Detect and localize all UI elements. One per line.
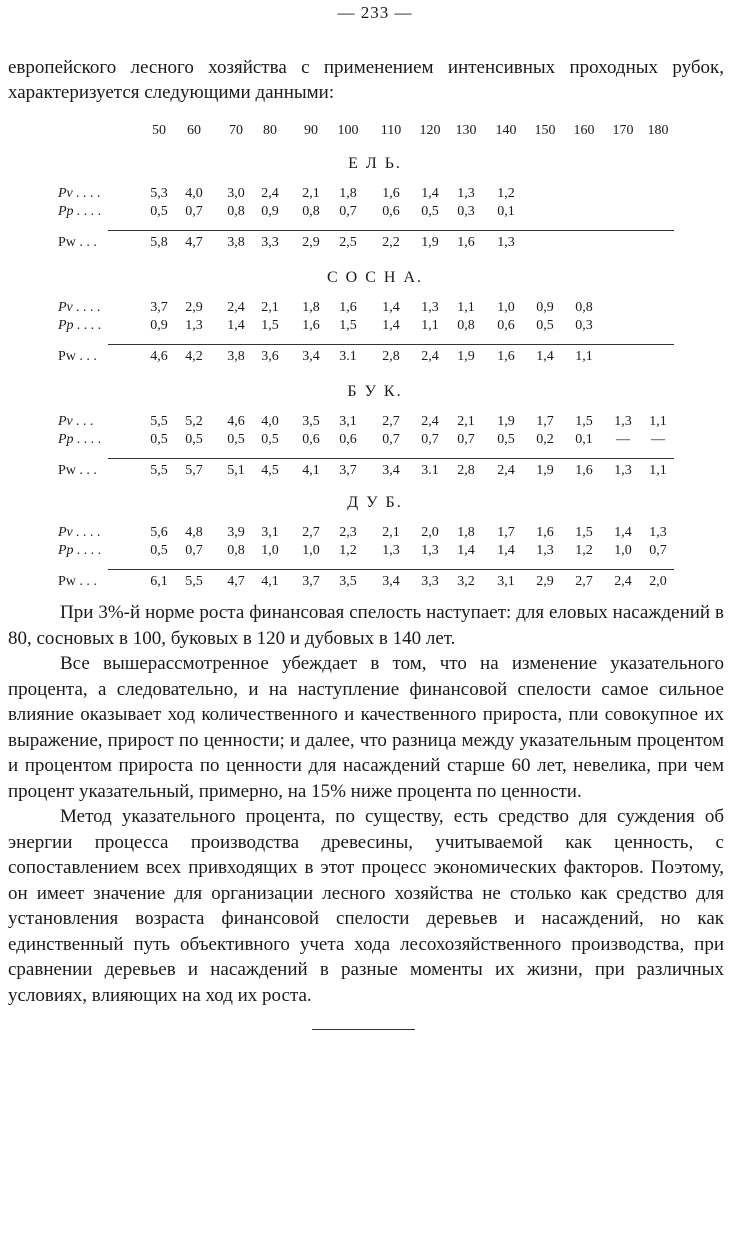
total-cell: 3.1	[421, 463, 439, 478]
table-cell: 1,6	[339, 300, 357, 315]
table-cell: 0,7	[457, 432, 475, 447]
table-cell: 0,7	[339, 204, 357, 219]
table-cell: 1,3	[536, 543, 554, 558]
species-title-text: Б У К.	[347, 383, 403, 400]
total-cell: 6,1	[150, 574, 168, 589]
table-row	[0, 299, 750, 317]
table-cell: 0,5	[150, 432, 168, 447]
total-cell: 4,5	[261, 463, 279, 478]
table-cell: 0,9	[261, 204, 279, 219]
table-cell: 1,8	[302, 300, 320, 315]
sum-rule	[108, 344, 674, 345]
table-cell: 2,7	[382, 414, 400, 429]
table-cell: 1,3	[185, 318, 203, 333]
table-cell: 0,7	[382, 432, 400, 447]
row-label: Pv . . . .	[58, 300, 101, 315]
age-header-cell: 160	[573, 123, 595, 138]
age-header-cell: 140	[495, 123, 517, 138]
total-cell: 5,5	[150, 463, 168, 478]
table-cell: 3,1	[339, 414, 357, 429]
total-row	[0, 348, 750, 366]
total-cell: 2,2	[382, 235, 400, 250]
table-cell: 2,4	[227, 300, 245, 315]
table-cell: 4,8	[185, 525, 203, 540]
total-cell: 1,9	[421, 235, 439, 250]
table-cell: 1,6	[382, 186, 400, 201]
table-cell: 1,1	[457, 300, 475, 315]
table-cell: 2,4	[261, 186, 279, 201]
table-cell: 4,6	[227, 414, 245, 429]
table-cell: 3,0	[227, 186, 245, 201]
table-row	[0, 413, 750, 431]
species-title-text: С О С Н А.	[326, 269, 423, 286]
age-header-cell: 170	[612, 123, 634, 138]
table-cell: 1,4	[497, 543, 515, 558]
table-cell: 1,9	[497, 414, 515, 429]
table-cell: 1,4	[382, 300, 400, 315]
table-cell: 0,9	[536, 300, 554, 315]
total-cell: 2,4	[497, 463, 515, 478]
table-cell: 0,5	[497, 432, 515, 447]
age-header-cell: 180	[647, 123, 669, 138]
table-cell: 1,2	[339, 543, 357, 558]
total-cell: 1,6	[457, 235, 475, 250]
table-cell: 1,0	[261, 543, 279, 558]
total-cell: 2,9	[536, 574, 554, 589]
total-cell: 2,7	[575, 574, 593, 589]
table-cell: 1,3	[421, 543, 439, 558]
age-header-row	[0, 122, 750, 140]
table-cell: 0,3	[457, 204, 475, 219]
table-cell: 2,1	[302, 186, 320, 201]
table-cell: 0,8	[227, 543, 245, 558]
table-cell: 1,6	[536, 525, 554, 540]
table-row	[0, 203, 750, 221]
table-cell: 1,0	[614, 543, 632, 558]
total-cell: 4,7	[227, 574, 245, 589]
table-cell: 1,7	[497, 525, 515, 540]
table-cell: 5,3	[150, 186, 168, 201]
table-cell: 1,5	[261, 318, 279, 333]
total-cell: 3,4	[382, 574, 400, 589]
total-cell: 3,6	[261, 349, 279, 364]
table-cell: 1,3	[382, 543, 400, 558]
table-cell: 1,4	[421, 186, 439, 201]
table-cell: 2,1	[382, 525, 400, 540]
age-header-cell: 50	[152, 123, 166, 138]
total-cell: 2,0	[649, 574, 667, 589]
total-cell: 3,8	[227, 235, 245, 250]
age-header-cell: 80	[263, 123, 277, 138]
table-cell: 0,1	[497, 204, 515, 219]
table-cell: 2,0	[421, 525, 439, 540]
table-row	[0, 542, 750, 560]
table-cell: 0,7	[185, 543, 203, 558]
species-title-text: Е Л Ь.	[348, 155, 402, 172]
species-title-text: Д У Б.	[347, 494, 403, 511]
table-cell: 1,4	[614, 525, 632, 540]
table-cell: 1,0	[497, 300, 515, 315]
sum-rule	[108, 569, 674, 570]
paragraph-financial-maturity: При 3%-й норме роста финансовая спелость наступает: для еловых насаждений в 80, сосновых в 100, буковых в 120 и дубовых в 140 лет.	[8, 602, 724, 649]
total-cell: 3,7	[302, 574, 320, 589]
table-cell: 1,3	[614, 414, 632, 429]
total-cell: 4,6	[150, 349, 168, 364]
table-cell: 0,5	[261, 432, 279, 447]
table-cell: 0,8	[457, 318, 475, 333]
table-cell: 5,2	[185, 414, 203, 429]
total-cell: 1,9	[536, 463, 554, 478]
paragraph-method: Метод указательного процента, по существу, есть средство для суждения об энергии процесса производства древесины, учитываемой как ценность, с сопоставлением всех привходящих в этот процесс экономических факторов. Поэтому, он имеет значение для организации лесного хозяйства не столько как средство для установления возраста финансовой спелости деревьев и насаждений, но как единственный путь объективного учета хода лесохозяйственного производства, при сравнении деревьев и насаждений в разные моменты их жизни, при различных условиях, влияющих на ход их роста.	[8, 806, 724, 1006]
table-cell: 1,1	[421, 318, 439, 333]
total-cell: 3,4	[382, 463, 400, 478]
row-label: Pw . . .	[58, 463, 97, 478]
total-cell: 5,1	[227, 463, 245, 478]
table-row	[0, 317, 750, 335]
total-cell: 1,3	[497, 235, 515, 250]
page-number: — 233 —	[337, 3, 413, 22]
table-cell: 2,4	[421, 414, 439, 429]
total-cell: 2,5	[339, 235, 357, 250]
age-header-cell: 90	[304, 123, 318, 138]
table-cell: 0,5	[536, 318, 554, 333]
paragraph-conclusion: Все вышерассмотренное убеждает в том, что на изменение указательного процента, а следовательно, и на наступление финансовой спелости самое сильное влияние оказывает ход количественного и качественного прироста, пли совокупное их выражение, прирост по ценности; и далее, что разница между указательным процентом и процентом прироста по ценности для насаждений старше 60 лет, невелика, при чем процент указательный, примерно, на 15% ниже процента по ценности.	[8, 653, 724, 802]
table-cell: 5,6	[150, 525, 168, 540]
total-cell: 2,8	[457, 463, 475, 478]
table-cell: 0,6	[339, 432, 357, 447]
table-cell: 0,6	[302, 432, 320, 447]
total-cell: 5,7	[185, 463, 203, 478]
table-cell: 0,5	[150, 543, 168, 558]
age-header-cell: 110	[380, 123, 402, 138]
table-cell: 1,2	[497, 186, 515, 201]
row-label: Pp . . . .	[58, 543, 102, 558]
body-text	[8, 600, 724, 1008]
table-cell: 1,7	[536, 414, 554, 429]
total-cell: 1,6	[497, 349, 515, 364]
table-cell: 1,2	[575, 543, 593, 558]
total-cell: 3,7	[339, 463, 357, 478]
row-label: Pw . . .	[58, 349, 97, 364]
table-row	[0, 431, 750, 449]
table-cell: 1,4	[227, 318, 245, 333]
table-cell: —	[616, 432, 630, 447]
total-cell: 3,1	[497, 574, 515, 589]
table-cell: 0,7	[649, 543, 667, 558]
table-cell: 0,5	[421, 204, 439, 219]
table-cell: 1,4	[457, 543, 475, 558]
row-label: Pw . . .	[58, 235, 97, 250]
row-label: Pp . . . .	[58, 204, 102, 219]
total-cell: 3,5	[339, 574, 357, 589]
intro-paragraph	[8, 55, 724, 105]
age-header-cell: 150	[534, 123, 556, 138]
total-cell: 5,5	[185, 574, 203, 589]
sum-rule	[108, 230, 674, 231]
total-cell: 4,2	[185, 349, 203, 364]
total-cell: 2,4	[614, 574, 632, 589]
table-cell: 0,3	[575, 318, 593, 333]
total-cell: 4,7	[185, 235, 203, 250]
sum-rule	[108, 458, 674, 459]
table-cell: 1,6	[302, 318, 320, 333]
total-row	[0, 462, 750, 480]
table-cell: 2,1	[457, 414, 475, 429]
table-cell: 4,0	[185, 186, 203, 201]
table-row	[0, 185, 750, 203]
table-cell: 0,8	[227, 204, 245, 219]
row-label: Pp . . . .	[58, 318, 102, 333]
total-cell: 4,1	[261, 574, 279, 589]
table-cell: 1,1	[649, 414, 667, 429]
total-cell: 1,4	[536, 349, 554, 364]
total-cell: 1,1	[649, 463, 667, 478]
table-cell: 3,9	[227, 525, 245, 540]
total-cell: 4,1	[302, 463, 320, 478]
age-header-cell: 60	[187, 123, 201, 138]
total-cell: 2,8	[382, 349, 400, 364]
table-cell: 1,4	[382, 318, 400, 333]
table-cell: 1,8	[457, 525, 475, 540]
table-cell: 1,5	[575, 414, 593, 429]
total-row	[0, 234, 750, 252]
row-label: Pp . . . .	[58, 432, 102, 447]
total-cell: 3,4	[302, 349, 320, 364]
row-label: Pv . . .	[58, 414, 94, 429]
table-row	[0, 524, 750, 542]
age-header-cell: 70	[229, 123, 243, 138]
table-cell: 1,0	[302, 543, 320, 558]
age-header-cell: 130	[455, 123, 477, 138]
table-cell: 2,1	[261, 300, 279, 315]
table-cell: 0,1	[575, 432, 593, 447]
table-cell: 3,1	[261, 525, 279, 540]
table-cell: 0,6	[382, 204, 400, 219]
table-cell: 0,9	[150, 318, 168, 333]
age-header-cell: 100	[337, 123, 359, 138]
table-cell: 4,0	[261, 414, 279, 429]
table-cell: —	[651, 432, 665, 447]
total-cell: 2,9	[302, 235, 320, 250]
table-cell: 0,2	[536, 432, 554, 447]
table-cell: 1,3	[457, 186, 475, 201]
table-cell: 0,5	[227, 432, 245, 447]
table-cell: 1,5	[339, 318, 357, 333]
table-cell: 0,6	[497, 318, 515, 333]
total-cell: 2,4	[421, 349, 439, 364]
total-row	[0, 573, 750, 591]
table-cell: 3,5	[302, 414, 320, 429]
table-cell: 2,7	[302, 525, 320, 540]
table-cell: 0,5	[185, 432, 203, 447]
intro-text: европейского лесного хозяйства с применением интенсивных проходных рубок, характеризуется следующими данными:	[8, 57, 724, 103]
row-label: Pw . . .	[58, 574, 97, 589]
total-cell: 5,8	[150, 235, 168, 250]
total-cell: 3,8	[227, 349, 245, 364]
total-cell: 1,6	[575, 463, 593, 478]
row-label: Pv . . . .	[58, 525, 101, 540]
total-cell: 3,3	[261, 235, 279, 250]
table-cell: 0,7	[185, 204, 203, 219]
total-cell: 3,3	[421, 574, 439, 589]
table-cell: 1,8	[339, 186, 357, 201]
table-cell: 2,3	[339, 525, 357, 540]
table-cell: 0,7	[421, 432, 439, 447]
table-cell: 1,3	[421, 300, 439, 315]
total-cell: 3.1	[339, 349, 357, 364]
table-cell: 5,5	[150, 414, 168, 429]
row-label: Pv . . . .	[58, 186, 101, 201]
total-cell: 1,1	[575, 349, 593, 364]
table-cell: 1,3	[649, 525, 667, 540]
table-cell: 0,8	[302, 204, 320, 219]
table-cell: 1,5	[575, 525, 593, 540]
total-cell: 3,2	[457, 574, 475, 589]
age-header-cell: 120	[419, 123, 441, 138]
end-rule	[312, 1029, 415, 1030]
table-cell: 3,7	[150, 300, 168, 315]
table-cell: 0,8	[575, 300, 593, 315]
total-cell: 1,3	[614, 463, 632, 478]
total-cell: 1,9	[457, 349, 475, 364]
table-cell: 2,9	[185, 300, 203, 315]
table-cell: 0,5	[150, 204, 168, 219]
